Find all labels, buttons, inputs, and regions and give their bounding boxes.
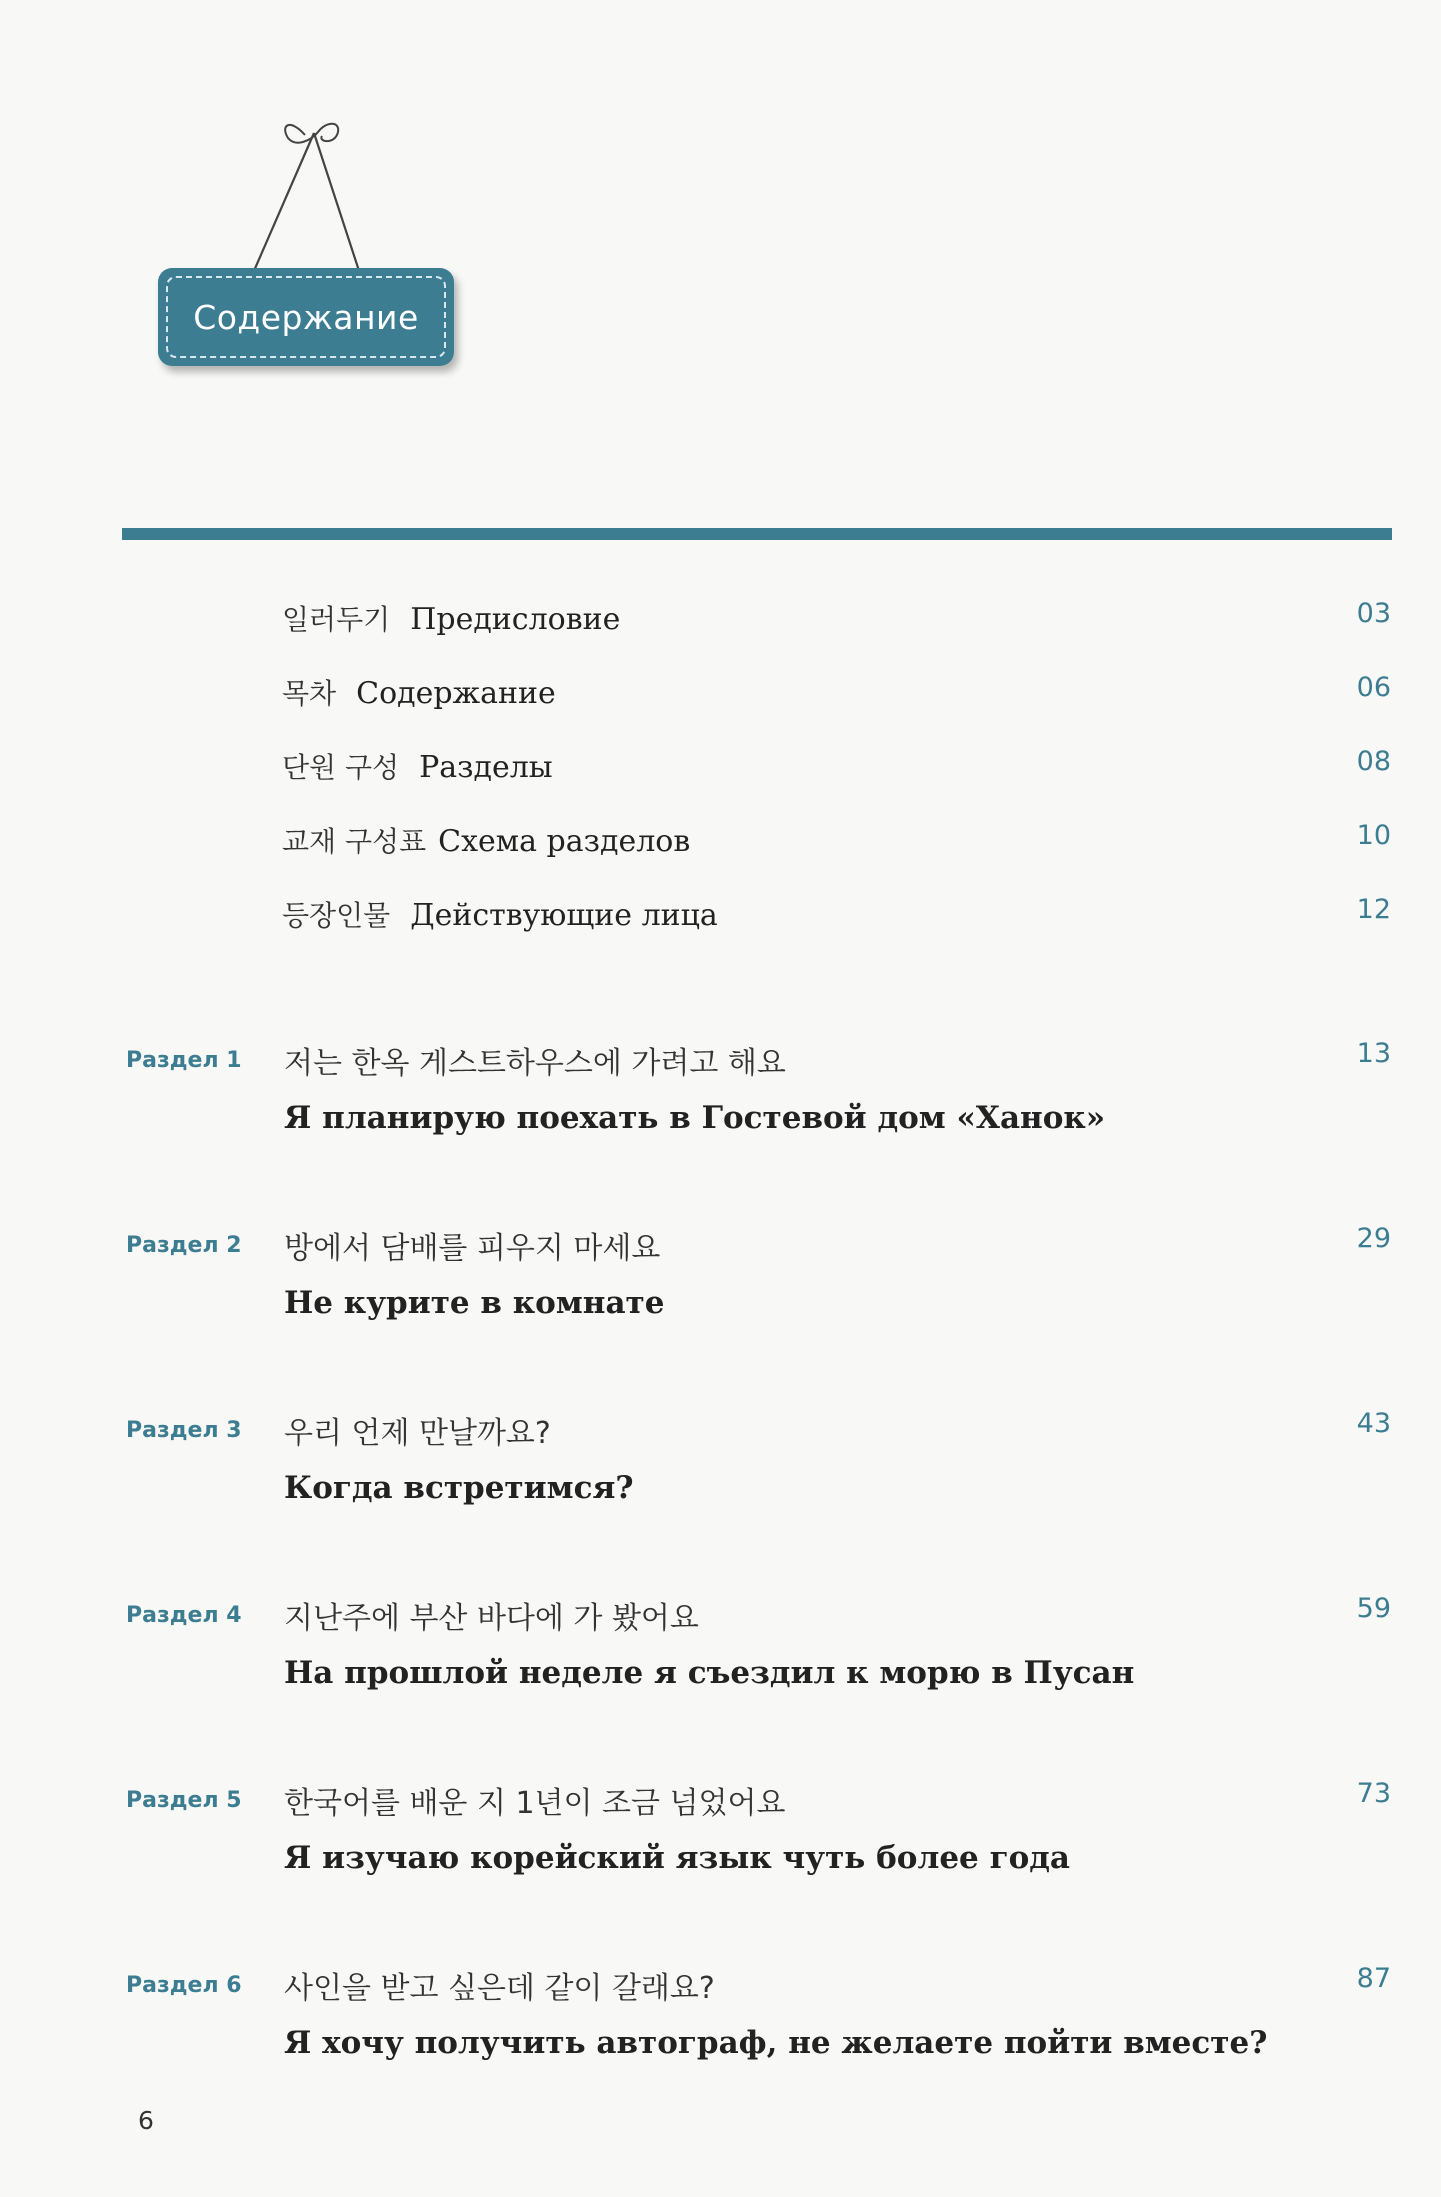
toc-section-4[interactable] — [0, 1593, 1441, 1693]
toc-item-characters[interactable] — [0, 894, 1441, 944]
section-label: Раздел 1 — [126, 1048, 242, 1073]
toc-item-scheme[interactable] — [0, 820, 1441, 870]
footer-page-number: 6 — [138, 2106, 154, 2135]
toc-item-ko: 등장인물 — [282, 899, 391, 932]
toc-page-number: 13 — [1356, 1038, 1391, 1069]
toc-item-contents[interactable] — [0, 672, 1441, 722]
section-title-ru: На прошлой неделе я съездил к морю в Пусан — [284, 1655, 1135, 1691]
toc-page-number: 10 — [1356, 820, 1391, 851]
toc-item-units[interactable] — [0, 746, 1441, 796]
contents-sign — [158, 268, 454, 366]
section-title-ko: 지난주에 부산 바다에 가 봤어요 — [284, 1601, 699, 1636]
toc-section-3[interactable] — [0, 1408, 1441, 1508]
toc-item-ru: Схема разделов — [438, 824, 691, 859]
section-title-ko: 방에서 담배를 피우지 마세요 — [284, 1231, 661, 1266]
section-label: Раздел 2 — [126, 1233, 242, 1258]
toc-item-ru: Действующие лица — [410, 898, 718, 933]
page-title: Содержание — [193, 297, 419, 337]
section-title-ko: 저는 한옥 게스트하우스에 가려고 해요 — [284, 1046, 786, 1081]
toc-section-1[interactable] — [0, 1038, 1441, 1138]
toc-page-number: 29 — [1356, 1223, 1391, 1254]
toc-item-ko: 교재 구성표 — [282, 825, 427, 858]
toc-page-number: 03 — [1356, 598, 1391, 629]
section-label: Раздел 6 — [126, 1973, 242, 1998]
section-title-ru: Я планирую поехать в Гостевой дом «Ханок» — [284, 1100, 1106, 1136]
section-title-ru: Когда встретимся? — [284, 1470, 634, 1506]
toc-item-ru: Предисловие — [410, 602, 621, 637]
sign-stitch-border — [166, 276, 446, 358]
section-label: Раздел 3 — [126, 1418, 242, 1443]
toc-page-number: 59 — [1356, 1593, 1391, 1624]
toc-page-number: 87 — [1356, 1963, 1391, 1994]
header-divider — [122, 528, 1392, 540]
section-label: Раздел 5 — [126, 1788, 242, 1813]
section-title-ru: Я хочу получить автограф, не желаете пойти вместе? — [284, 2025, 1268, 2061]
toc-item-ru: Разделы — [419, 750, 553, 785]
section-title-ko: 사인을 받고 싶은데 같이 갈래요? — [284, 1971, 715, 2006]
section-label: Раздел 4 — [126, 1603, 242, 1628]
toc-section-6[interactable] — [0, 1963, 1441, 2063]
toc-page-number: 08 — [1356, 746, 1391, 777]
toc-item-preface[interactable] — [0, 598, 1441, 648]
section-title-ru: Не курите в комнате — [284, 1285, 665, 1321]
toc-item-ko: 목차 — [282, 677, 337, 710]
toc-page-number: 06 — [1356, 672, 1391, 703]
section-title-ko: 한국어를 배운 지 1년이 조금 넘었어요 — [284, 1786, 786, 1821]
toc-item-ko: 일러두기 — [282, 603, 391, 636]
toc-item-ru: Содержание — [356, 676, 556, 711]
toc-page-number: 12 — [1356, 894, 1391, 925]
toc-page-number: 73 — [1356, 1778, 1391, 1809]
toc-page-number: 43 — [1356, 1408, 1391, 1439]
section-title-ru: Я изучаю корейский язык чуть более года — [284, 1840, 1070, 1876]
toc-section-2[interactable] — [0, 1223, 1441, 1323]
toc-section-5[interactable] — [0, 1778, 1441, 1878]
toc-item-ko: 단원 구성 — [282, 751, 400, 784]
section-title-ko: 우리 언제 만날까요? — [284, 1416, 551, 1451]
